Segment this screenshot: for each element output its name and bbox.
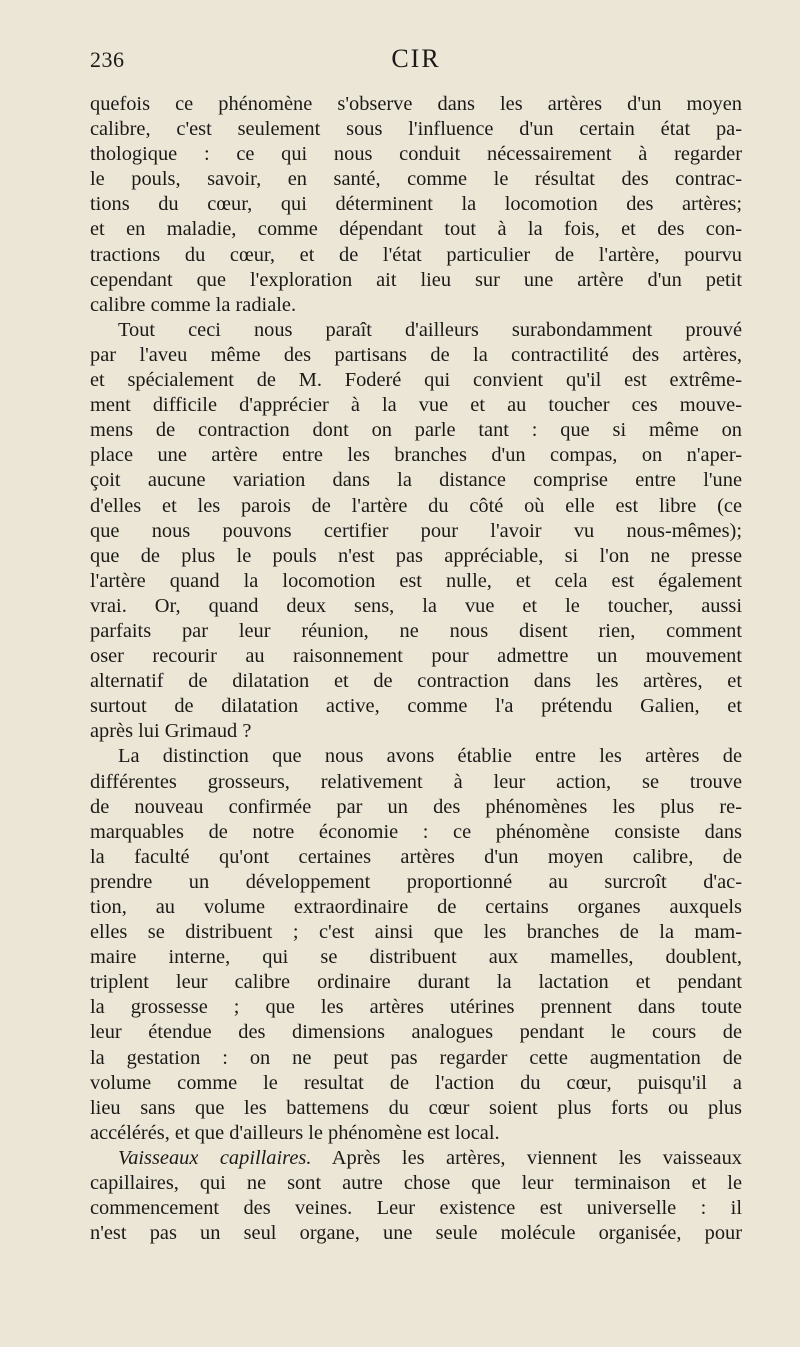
text-line: capillaires, qui ne sont autre chose que leur terminaison et le: [90, 1172, 742, 1195]
text-line: lieu sans que les battemens du cœur soient plus forts ou plus: [90, 1096, 742, 1119]
text-line: surtout de dilatation active, comme l'a prétendu Galien, et: [90, 695, 742, 718]
text-line: calibre, c'est seulement sous l'influence d'un certain état pa-: [90, 118, 742, 141]
text-line: maire interne, qui se distribuent aux mamelles, doublent,: [90, 946, 742, 969]
text-line: de nouveau confirmée par un des phénomènes les plus re-: [90, 795, 742, 818]
text-line: tions du cœur, qui déterminent la locomotion des artères;: [90, 193, 742, 216]
text-line: prendre un développement proportionné au surcroît d'ac-: [90, 870, 742, 893]
text-line: que nous pouvons certifier pour l'avoir vu nous-mêmes);: [90, 519, 742, 542]
text-line: ment difficile d'apprécier à la vue et au toucher ces mouve-: [90, 394, 742, 417]
text-line: oser recourir au raisonnement pour admettre un mouvement: [90, 645, 742, 668]
text-line: la gestation : on ne peut pas regarder cette augmentation de: [90, 1046, 742, 1069]
text-line: çoit aucune variation dans la distance comprise entre l'une: [90, 469, 742, 492]
page-number: 236: [90, 47, 125, 72]
text-line: [90, 1146, 742, 1171]
text-line: triplent leur calibre ordinaire durant la lactation et pendant: [90, 971, 742, 994]
text-line: la grossesse ; que les artères utérines prennent dans toute: [90, 996, 742, 1019]
text-line: alternatif de dilatation et de contraction dans les artères, et: [90, 670, 742, 693]
text-line: la faculté qu'ont certaines artères d'un moyen calibre, de: [90, 845, 742, 868]
text-line: commencement des veines. Leur existence est universelle : il: [90, 1197, 742, 1220]
text-line: Tout ceci nous paraît d'ailleurs surabondamment prouvé: [118, 318, 742, 341]
text-line: par l'aveu même des partisans de la contractilité des artères,: [90, 343, 742, 366]
text-line: place une artère entre les branches d'un compas, on n'aper-: [90, 444, 742, 467]
text-line: n'est pas un seul organe, une seule molécule organisée, pour: [90, 1222, 742, 1245]
running-head: CIR: [391, 44, 441, 73]
body-text: [90, 92, 742, 1246]
section-heading: Vaisseaux capillaires.: [118, 1146, 312, 1169]
text-line: différentes grosseurs, relativement à leur action, se trouve: [90, 770, 742, 793]
text-line: et en maladie, comme dépendant tout à la fois, et des con-: [90, 218, 742, 241]
text-line: leur étendue des dimensions analogues pendant le cours de: [90, 1021, 742, 1044]
text-line: marquables de notre économie : ce phénomène consiste dans: [90, 820, 742, 843]
text-line: accélérés, et que d'ailleurs le phénomène est local.: [90, 1121, 500, 1144]
text-line: et spécialement de M. Foderé qui convient qu'il est extrême-: [90, 369, 742, 392]
text-line: thologique : ce qui nous conduit nécessairement à regarder: [90, 143, 742, 166]
page-header: [90, 44, 742, 84]
text-line: parfaits par leur réunion, ne nous disent rien, comment: [90, 619, 742, 642]
text-line: cependant que l'exploration ait lieu sur une artère d'un petit: [90, 268, 742, 291]
text-line: tractions du cœur, et de l'état particulier de l'artère, pourvu: [90, 243, 742, 266]
text-line: vrai. Or, quand deux sens, la vue et le toucher, aussi: [90, 594, 742, 617]
text-line: quefois ce phénomène s'observe dans les artères d'un moyen: [90, 93, 742, 115]
text-line: mens de contraction dont on parle tant : que si même on: [90, 419, 742, 442]
text-line: d'elles et les parois de l'artère du côté où elle est libre (ce: [90, 494, 742, 517]
text-line: volume comme le resultat de l'action du cœur, puisqu'il a: [90, 1071, 742, 1094]
text-line: La distinction que nous avons établie entre les artères de: [118, 745, 742, 768]
text-line: calibre comme la radiale.: [90, 293, 297, 316]
text-line: après lui Grimaud ?: [90, 720, 252, 743]
line-text: Après les artères, viennent les vaisseaux: [331, 1146, 742, 1169]
text-line: que de plus le pouls n'est pas appréciable, si l'on ne presse: [90, 544, 742, 567]
text-line: tion, au volume extraordinaire de certains organes auxquels: [90, 896, 742, 918]
text-line: l'artère quand la locomotion est nulle, et cela est également: [90, 569, 742, 592]
text-line: le pouls, savoir, en santé, comme le résultat des contrac-: [90, 168, 742, 191]
text-line: elles se distribuent ; c'est ainsi que les branches de la mam-: [90, 921, 742, 944]
